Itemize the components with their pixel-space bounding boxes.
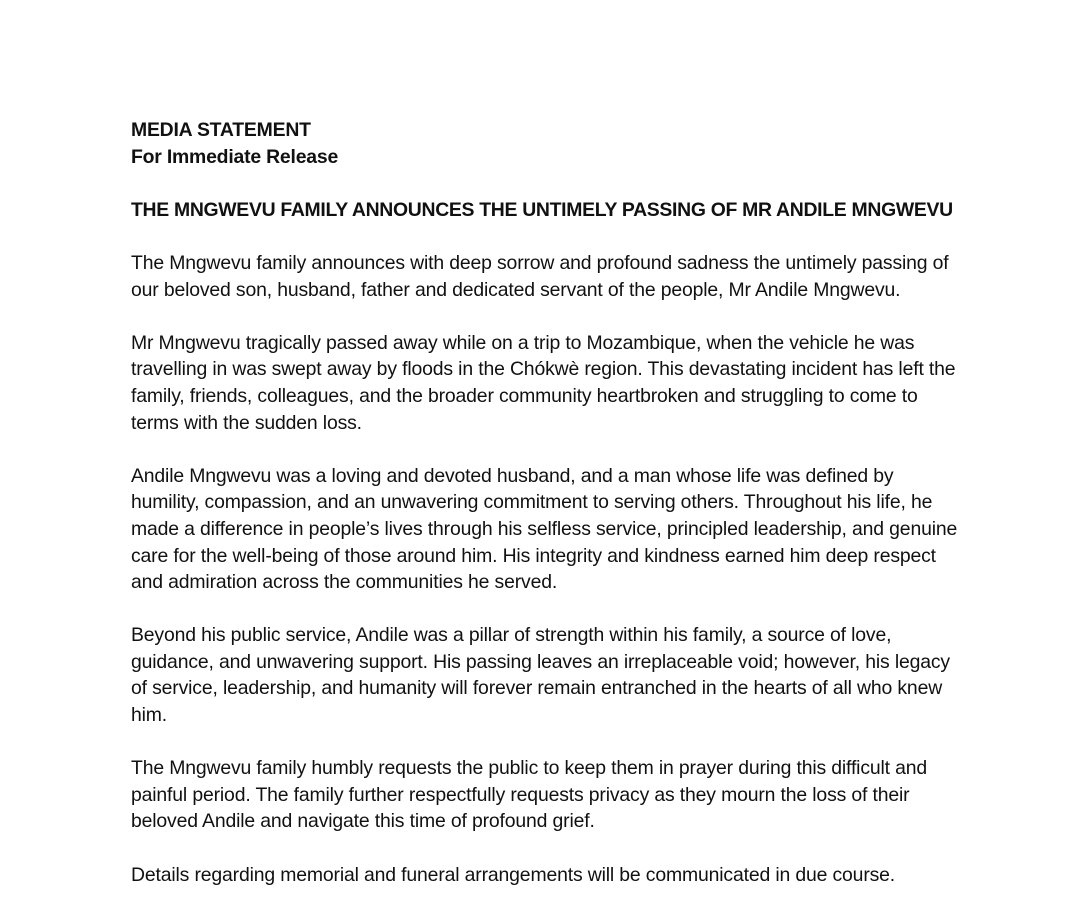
media-statement	[131, 117, 961, 888]
paragraph-circumstances: Mr Mngwevu tragically passed away while on a trip to Mozambique, when the vehicle he was travelling in was swept away by floods in the Chókwè region. This devastating incident has left the family, friends, colleagues, and the broader community heartbroken and struggling to come to terms with the sudden loss.	[131, 331, 956, 434]
paragraph-tribute: Andile Mngwevu was a loving and devoted husband, and a man whose life was defined by humility, compassion, and an unwavering commitment to serving others. Throughout his life, he made a difference in people’s lives through his selfless service, principled leadership, and genuine care for the well-being of those around him. His integrity and kindness earned him deep respect and admiration across the communities he served.	[131, 464, 958, 594]
paragraph-privacy-request: The Mngwevu family humbly requests the public to keep them in prayer during this difficult and painful period. The family further respectfully requests privacy as they mourn the loss of their beloved Andile and navigate this time of profound grief.	[131, 757, 928, 833]
paragraph-announcement: The Mngwevu family announces with deep sorrow and profound sadness the untimely passing of our beloved son, husband, father and dedicated servant of the people, Mr Andile Mngwevu.	[131, 251, 949, 301]
paragraph-arrangements: Details regarding memorial and funeral arrangements will be communicated in due course.	[131, 863, 896, 886]
paragraph-family: Beyond his public service, Andile was a pillar of strength within his family, a source of love, guidance, and unwavering support. His passing leaves an irreplaceable void; however, his legacy of service, leadership, and humanity will forever remain entranched in the hearts of all who knew him.	[131, 624, 950, 727]
statement-label: MEDIA STATEMENT	[131, 119, 311, 141]
release-note: For Immediate Release	[131, 145, 339, 168]
statement-headline: THE MNGWEVU FAMILY ANNOUNCES THE UNTIMELY PASSING OF MR ANDILE MNGWEVU	[131, 198, 953, 221]
